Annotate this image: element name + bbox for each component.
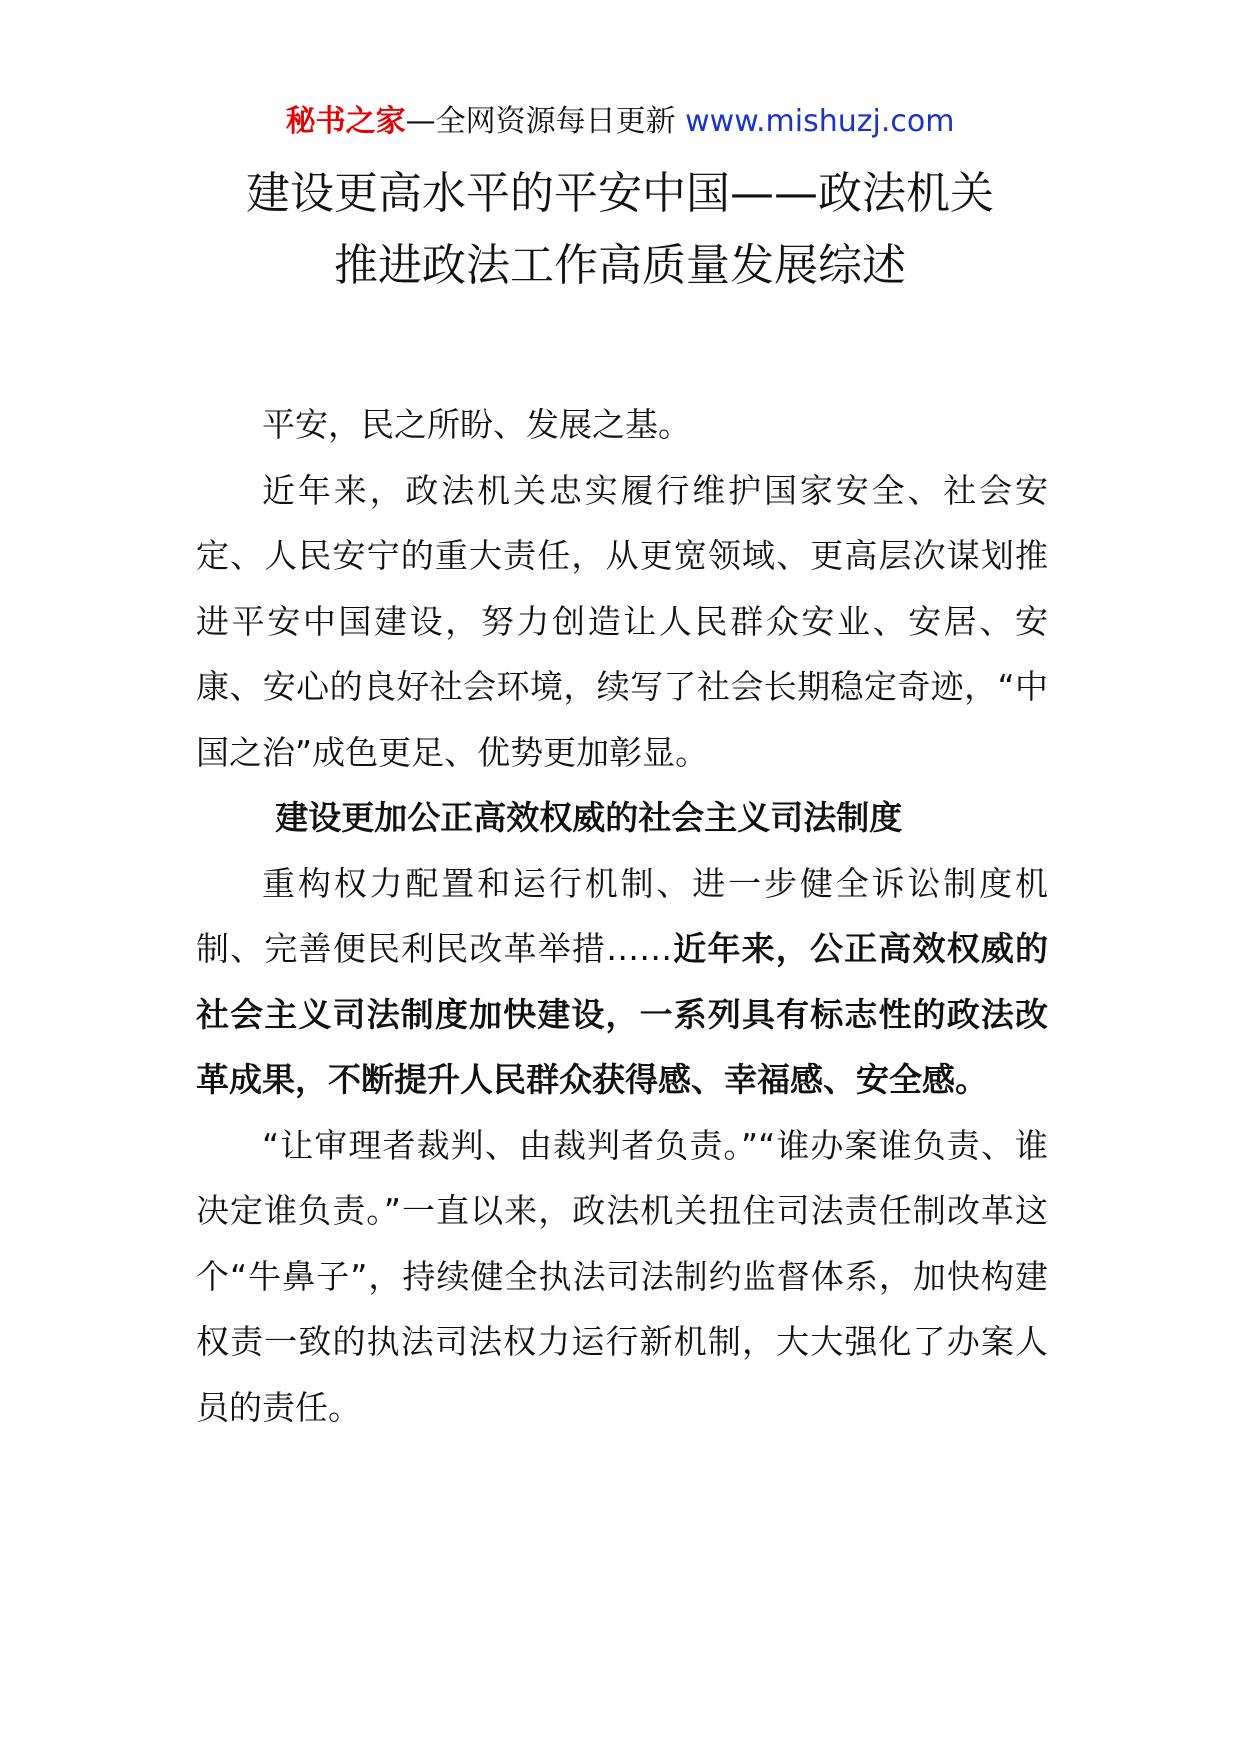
site-url[interactable]: www.mishuzj.com (685, 104, 955, 139)
reform-emphasis: 近年来，公正高效权威的社会主义司法制度加快建设，一系列具有标志性的政法改革成果，不断提升人民群众获得感、幸福感、安全感。 (196, 929, 1049, 1099)
watermark-header (0, 102, 1240, 142)
title-line-1: 建设更高水平的平安中国——政法机关 (246, 168, 994, 219)
paragraph-responsibility: “让审理者裁判、由裁判者负责。”“谁办案谁负责、谁决定谁负责。”一直以来，政法机关扭住司法责任制改革这个“牛鼻子”，持续健全执法司法制约监督体系，加快构建权责一致的执法司法权力运行新机制，大大强化了办案人员的责任。 (196, 1125, 1048, 1427)
paragraph-reform (196, 851, 1048, 1113)
section-heading: 建设更加公正高效权威的社会主义司法制度 (275, 798, 903, 837)
brand-name: 秘书之家 (285, 104, 406, 139)
document-title (0, 158, 1240, 302)
reform-text: 重构权力配置和运行机制、进一步健全诉讼制度机制、完善便民利民改革举措…… (196, 863, 1048, 968)
paragraph-intro: 平安，民之所盼、发展之基。 (262, 405, 691, 444)
brand-tagline: —全网资源每日更新 (405, 104, 676, 139)
title-line-2: 推进政法工作高质量发展综述 (334, 240, 906, 291)
paragraph-overview: 近年来，政法机关忠实履行维护国家安全、社会安定、人民安宁的重大责任，从更宽领域、更高层次谋划推进平安中国建设，努力创造让人民群众安业、安居、安康、安心的良好社会环境，续写了社会长期稳定奇迹，“中国之治”成色更足、优势更加彰显。 (196, 470, 1048, 772)
article-body (196, 392, 1048, 1440)
